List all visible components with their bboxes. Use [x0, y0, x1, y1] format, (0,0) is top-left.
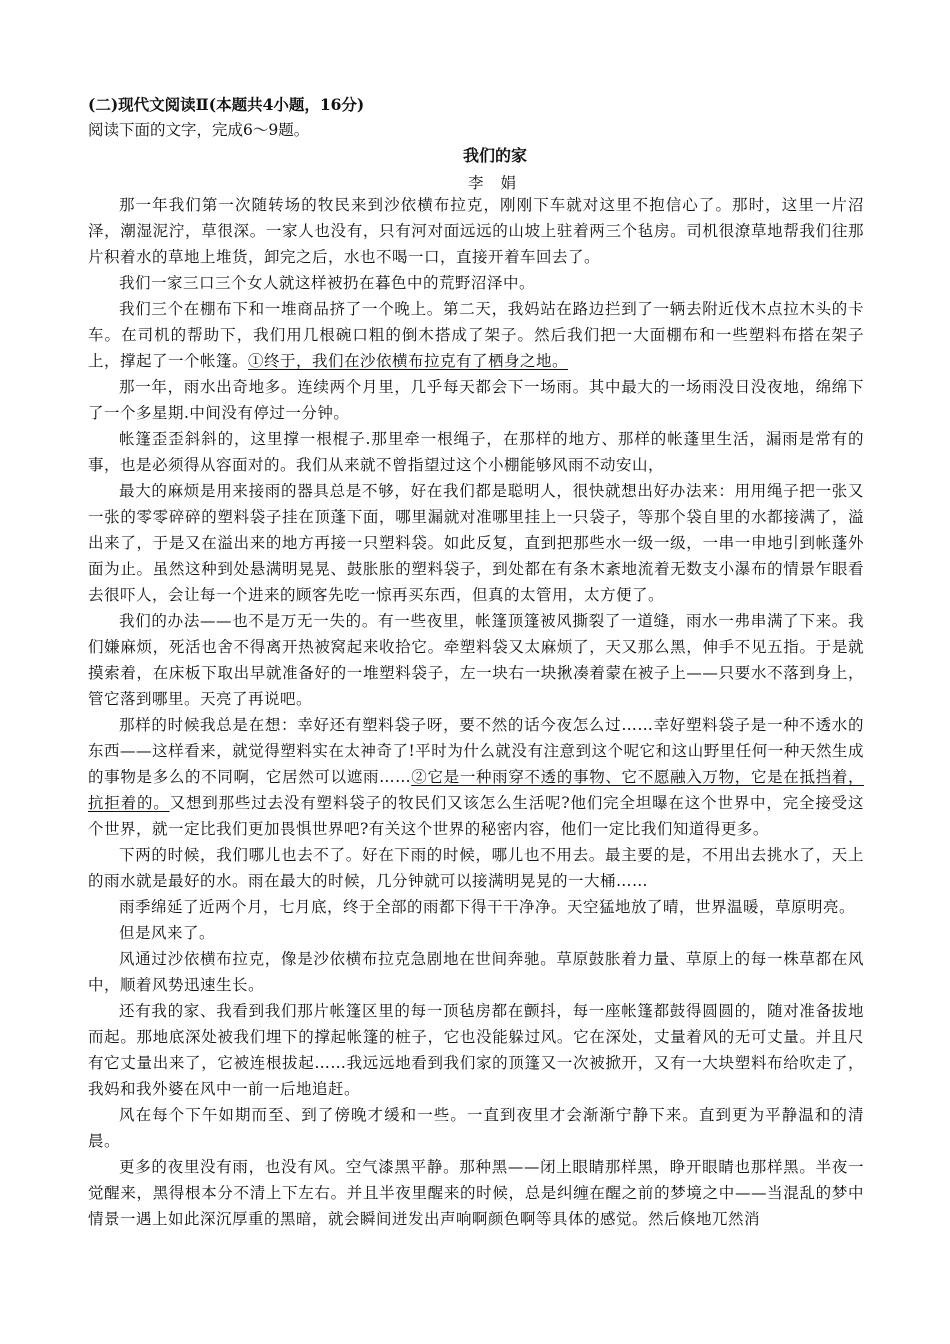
paragraph — [88, 1154, 864, 1232]
paragraph-text: 但是风来了。 — [119, 924, 216, 942]
paragraph — [88, 842, 864, 894]
paragraph — [88, 478, 864, 608]
paragraph-text: 那一年我们第一次随转场的牧民来到沙依横布拉克，刚刚下车就对这里不抱信心了。那时，这里一片沼泽，潮湿泥泞，草很深。一家人也没有，只有河对面远远的山坡上驻着两三个毡房。司机很潦草地帮我们往那片积着水的草地上堆货，卸完之后，水也不喝一口，直接开着车回去了。 — [88, 196, 864, 266]
paragraph — [88, 608, 864, 712]
paragraph-text: 那一年，雨水出奇地多。连续两个月里，几乎每天都会下一场雨。其中最大的一场雨没日没夜地，绵绵下了一个多星期.中间没有停过一分钟。 — [88, 378, 864, 422]
paragraph-text: 下两的时候，我们哪儿也去不了。好在下雨的时候，哪儿也不用去。最主要的是，不用出去挑水了，天上的雨水就是最好的水。雨在最大的时候，几分钟就可以接满明晃晃的一大桶…… — [88, 846, 864, 890]
paragraph — [88, 894, 864, 920]
paragraph-text: 风在每个下午如期而至、到了傍晚才缓和一些。一直到夜里才会渐渐宁静下来。直到更为平静温和的清晨。 — [88, 1106, 864, 1150]
article-title: 我们的家 — [462, 146, 527, 165]
paragraph-text: 还有我的家、我看到我们那片帐篷区里的每一顶毡房都在颤抖，每一座帐篷都鼓得圆圆的，随对准备拔地而起。那地底深处被我们埋下的撑起帐篷的桩子，它也没能躲过风。它在深处，丈量着风的无可丈量。并且尺有它丈量出来了，它被连根拔起……我远远地看到我们家的顶篷又一次被掀开，又有一大块塑料布给吹走了，我妈和我外婆在风中一前一后地追赶。 — [88, 1002, 864, 1098]
paragraph-text: 那样的时候我总是在想：幸好还有塑料袋子呀，要不然的话今夜怎么过……幸好塑料袋子是一种不透水的东西——这样看来，就觉得塑料实在太神奇了!平时为什么就没有注意到这个呢它和这山野里任何一种天然生成的事物是多么的不同啊，它居然可以遮雨…… — [88, 716, 864, 786]
paragraph — [88, 946, 864, 998]
paragraph-text: 我们一家三口三个女人就这样被扔在暮色中的荒野沼泽中。 — [119, 274, 536, 292]
paragraph-text: 雨季绵延了近两个月，七月底，终于全部的雨都下得干干净净。天空猛地放了晴，世界温暖，草原明亮。 — [119, 898, 856, 916]
paragraph — [88, 192, 864, 270]
article-body — [88, 192, 864, 1232]
underlined-sentence-1: ①终于，我们在沙依横布拉克有了栖身之地。 — [248, 352, 569, 370]
paragraph-text: 又想到那些过去没有塑料袋子的牧民们又该怎么生活呢?他们完全坦曝在这个世界中，完全接受这个世界，就一定比我们更加畏惧世界吧?有关这个世界的秘密内容，他们一定比我们知道得更多。 — [88, 794, 864, 838]
paragraph-text: 最大的麻烦是用来接雨的器具总是不够，好在我们都是聪明人，很快就想出好办法来：用用绳子把一张又一张的零零碎碎的塑料袋子挂在顶蓬下面，哪里漏就对准哪里挂上一只袋子，等那个袋自里的水都接满了，溢出来了，于是又在溢出来的地方再接一只塑料袋。如此反复，直到把那些水一级一级，一串一申地引到帐蓬外面为止。虽然这种到处悬满明晃晃、鼓胀胀的塑料袋子，到处都在有条木紊地流着无数支小瀑布的情景乍眼看去很吓人，会让每一个进来的顾客先吃一惊再买东西，但真的太管用，太方便了。 — [88, 482, 864, 604]
paragraph-text: 我们三个在棚布下和一堆商品挤了一个晚上。第二天，我妈站在路边拦到了一辆去附近伐木点拉木头的卡车。在司机的帮助下，我们用几根碗口粗的倒木搭成了架子。然后我们把一大面棚布和一些塑料布搭在架子上，撑起了一个帐篷。 — [88, 300, 864, 370]
paragraph-text: 我们的办法——也不是万无一失的。有一些夜里，帐篷顶篷被风撕裂了一道缝，雨水一弗串满了下来。我们嫌麻烦，死活也舍不得离开热被窝起来收拾它。牵塑料袋又太麻烦了，天又那么黑，伸手不见五指。于是就摸索着，在床板下取出早就准备好的一堆塑料袋子，左一块右一块揪凑着蒙在被子上——只要水不落到身上，管它落到哪里。天亮了再说吧。 — [88, 612, 864, 708]
paragraph — [88, 920, 864, 946]
article-author: 李 娟 — [468, 174, 522, 192]
underlined-sentence-2: ②它是一种雨穿不透的事物、它不愿融入万物，它是在抵挡着，抗拒着的。 — [88, 768, 864, 812]
paragraph — [88, 712, 864, 842]
paragraph-text: 风通过沙依横布拉克，像是沙依横布拉克急剧地在世间奔驰。草原鼓胀着力量、草原上的每一株草都在风中，顺着风势迅速生长。 — [88, 950, 864, 994]
paragraph — [88, 1102, 864, 1154]
paragraph-text: 帐篷歪歪斜斜的，这里撑一根棍子.那里牵一根绳子，在那样的地方、那样的帐蓬里生活，漏雨是常有的事，也是必须得从容面对的。我们从来就不曾指望过这个小棚能够风雨不动安山， — [88, 430, 864, 474]
paragraph — [88, 374, 864, 426]
reading-instruction: 阅读下面的文字，完成6～9题。 — [88, 121, 310, 139]
paragraph — [88, 296, 864, 374]
section-heading: (二)现代文阅读Ⅱ(本题共4小题，16分) — [88, 95, 365, 114]
paragraph-text: 更多的夜里没有雨，也没有风。空气漆黑平静。那种黑——闭上眼睛那样黑，睁开眼睛也那样黑。半夜一觉醒来，黑得根本分不清上下左右。并且半夜里醒来的时候，总是纠缠在醒之前的梦境之中——当混乱的梦中情景一遇上如此深沉厚重的黑暗，就会瞬间迸发出声响啊颜色啊等具体的感觉。然后倏地兀然消 — [88, 1158, 864, 1228]
paragraph — [88, 426, 864, 478]
paragraph — [88, 998, 864, 1102]
paragraph — [88, 270, 864, 296]
